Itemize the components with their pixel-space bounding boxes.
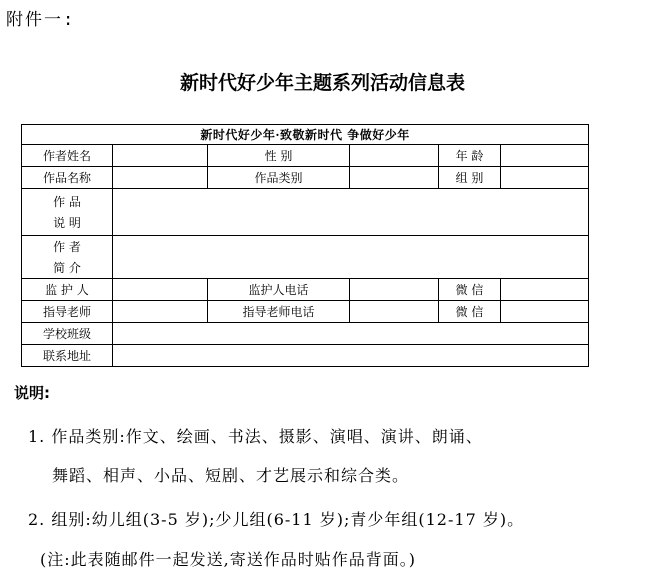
table-row	[22, 323, 589, 345]
guardian-wechat-label: 微 信	[439, 279, 501, 301]
info-form-table	[21, 124, 589, 367]
address-label: 联系地址	[22, 345, 113, 367]
age-field[interactable]	[501, 145, 589, 167]
guardian-field[interactable]	[113, 279, 208, 301]
work-description-label-line2: 说 明	[53, 216, 81, 230]
page-title: 新时代好少年主题系列活动信息表	[179, 72, 465, 94]
teacher-wechat-field[interactable]	[501, 301, 589, 323]
teacher-field[interactable]	[113, 301, 208, 323]
gender-field[interactable]	[350, 145, 439, 167]
gender-label: 性 别	[208, 145, 350, 167]
work-category-field[interactable]	[350, 167, 439, 189]
guardian-phone-field[interactable]	[350, 279, 439, 301]
age-label: 年 龄	[439, 145, 501, 167]
table-header: 新时代好少年·致敬新时代 争做好少年	[22, 125, 589, 145]
address-field[interactable]	[113, 345, 589, 367]
note-line-3: 2. 组别:幼儿组(3-5 岁);少儿组(6-11 岁);青少年组(12-17 岁)。	[28, 510, 525, 529]
teacher-label: 指导老师	[22, 301, 113, 323]
note-line-2: 舞蹈、相声、小品、短剧、才艺展示和综合类。	[52, 466, 410, 485]
note-line-1: 1. 作品类别:作文、绘画、书法、摄影、演唱、演讲、朗诵、	[28, 427, 483, 446]
table-row	[22, 145, 589, 167]
notes-heading: 说明:	[14, 384, 50, 402]
attachment-label: 附件一:	[6, 10, 76, 30]
work-category-label: 作品类别	[208, 167, 350, 189]
table-row	[22, 167, 589, 189]
table-row	[22, 279, 589, 301]
note-line-4: (注:此表随邮件一起发送,寄送作品时贴作品背面。)	[40, 550, 416, 569]
author-intro-label-line1: 作 者	[53, 240, 81, 254]
table-row	[22, 301, 589, 323]
teacher-wechat-label: 微 信	[439, 301, 501, 323]
author-name-label: 作者姓名	[22, 145, 113, 167]
teacher-phone-label: 指导老师电话	[208, 301, 350, 323]
work-description-field[interactable]	[113, 189, 589, 236]
table-row	[22, 189, 589, 236]
guardian-phone-label: 监护人电话	[208, 279, 350, 301]
author-name-field[interactable]	[113, 145, 208, 167]
table-row	[22, 345, 589, 367]
work-description-label	[22, 189, 113, 236]
group-field[interactable]	[501, 167, 589, 189]
guardian-wechat-field[interactable]	[501, 279, 589, 301]
work-title-label: 作品名称	[22, 167, 113, 189]
author-intro-label-line2: 简 介	[53, 261, 81, 275]
author-intro-label	[22, 236, 113, 279]
work-title-field[interactable]	[113, 167, 208, 189]
work-description-label-line1: 作 品	[53, 195, 81, 209]
table-row	[22, 236, 589, 279]
group-label: 组 别	[439, 167, 501, 189]
teacher-phone-field[interactable]	[350, 301, 439, 323]
school-class-label: 学校班级	[22, 323, 113, 345]
author-intro-field[interactable]	[113, 236, 589, 279]
school-class-field[interactable]	[113, 323, 589, 345]
table-header-row	[22, 125, 589, 145]
guardian-label: 监 护 人	[22, 279, 113, 301]
